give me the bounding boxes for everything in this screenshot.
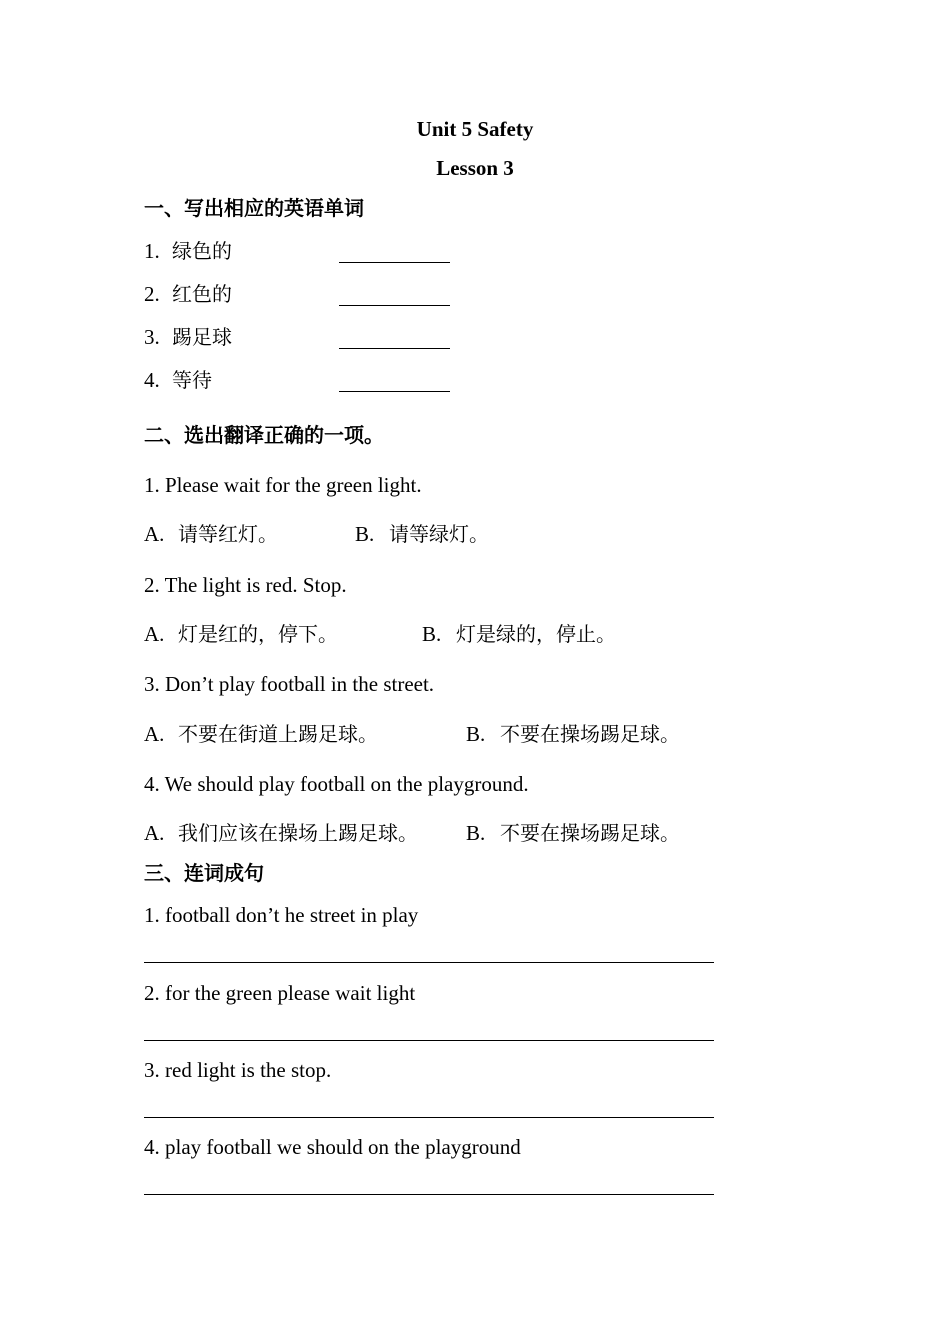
item-text: 踢足球 [172,325,232,349]
vocab-item [144,324,232,350]
option-a[interactable] [144,820,418,846]
section2-heading: 二、选出翻译正确的一项。 [144,423,384,447]
option-text: 请等绿灯。 [389,522,489,546]
scrambled-sentence: 1. football don’t he street in play [144,903,419,927]
option-a[interactable] [144,721,378,747]
item-number: 2. [144,282,160,306]
option-text: 不要在街道上踢足球。 [178,722,378,746]
option-label: A. [144,821,165,845]
answer-blank[interactable] [339,262,450,263]
option-text: 灯是绿的，停止。 [456,622,616,646]
option-b[interactable] [355,521,489,547]
option-label: B. [466,722,486,746]
item-text: 等待 [172,368,212,392]
option-text: 请等红灯。 [178,522,278,546]
question-text: 2. The light is red. Stop. [144,573,347,597]
answer-line[interactable] [144,1194,714,1195]
question-text: 3. Don’t play football in the street. [144,672,435,696]
scrambled-sentence: 2. for the green please wait light [144,981,416,1005]
question-text: 1. Please wait for the green light. [144,473,422,497]
option-b[interactable] [466,820,680,846]
option-label: A. [144,622,165,646]
option-text: 不要在操场踢足球。 [500,821,680,845]
question-text: 4. We should play football on the playground. [144,772,529,796]
option-label: B. [466,821,486,845]
option-label: A. [144,522,165,546]
answer-blank[interactable] [339,348,450,349]
option-b[interactable] [466,721,680,747]
option-label: A. [144,722,165,746]
option-text: 我们应该在操场上踢足球。 [178,821,418,845]
lesson-subtitle: Lesson 3 [436,156,514,180]
page-title: Unit 5 Safety [416,117,534,141]
item-number: 4. [144,368,160,392]
section1-heading: 一、写出相应的英语单词 [144,196,364,220]
section3-heading: 三、连词成句 [144,861,264,885]
item-text: 红色的 [172,282,232,306]
option-b[interactable] [422,621,616,647]
scrambled-sentence: 4. play football we should on the playground [144,1135,521,1159]
option-label: B. [422,622,442,646]
scrambled-sentence: 3. red light is the stop. [144,1058,332,1082]
option-text: 不要在操场踢足球。 [500,722,680,746]
option-label: B. [355,522,375,546]
option-a[interactable] [144,621,338,647]
vocab-item [144,281,232,307]
answer-line[interactable] [144,1040,714,1041]
item-number: 3. [144,325,160,349]
answer-blank[interactable] [339,305,450,306]
item-text: 绿色的 [172,239,232,263]
option-text: 灯是红的，停下。 [178,622,338,646]
item-number: 1. [144,239,160,263]
vocab-item [144,367,212,393]
vocab-item [144,238,232,264]
option-a[interactable] [144,521,278,547]
answer-line[interactable] [144,962,714,963]
answer-line[interactable] [144,1117,714,1118]
answer-blank[interactable] [339,391,450,392]
